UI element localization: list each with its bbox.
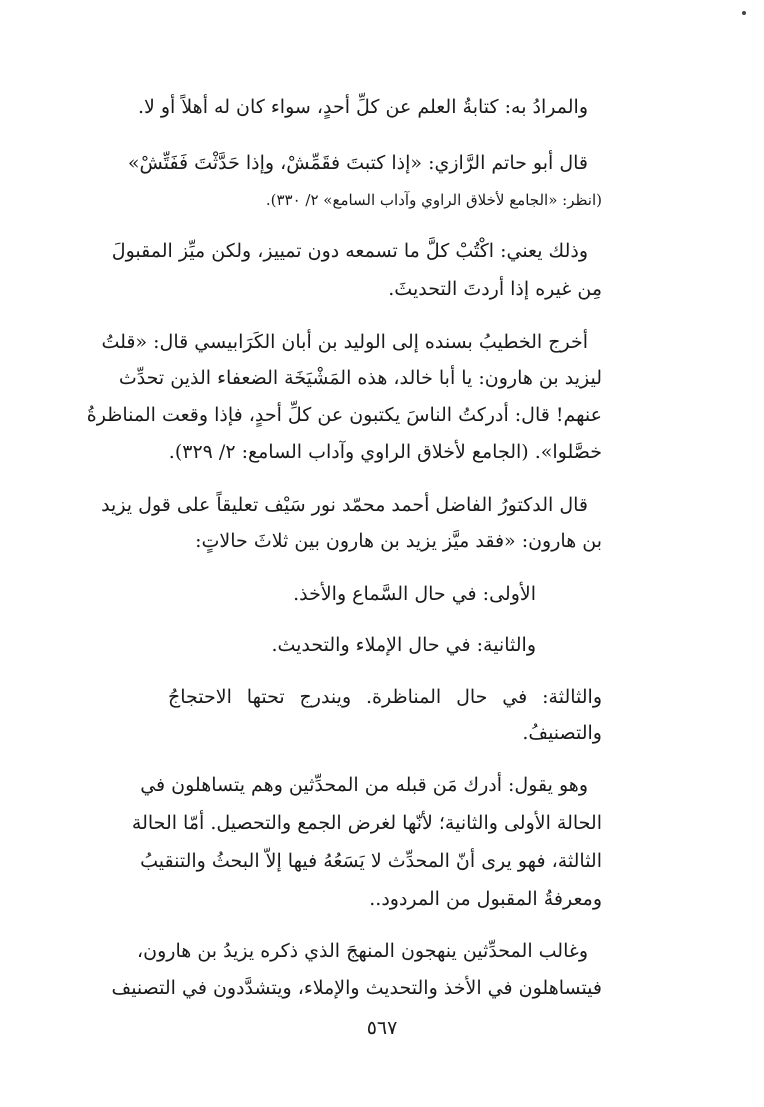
list-item: والثانية: في حال الإملاء والتحديث. (271, 634, 536, 656)
text-line: قال الدكتورُ الفاضل أحمد محمّد نور سَيْف تعليقاً على قول يزيد (101, 494, 588, 516)
text-line: الثالثة، فهو يرى أنّ المحدِّث لا يَسَعُهُ فيها إلاّ البحثُ والتنقيبُ (140, 850, 602, 872)
list-item: الأولى: في حال السَّماع والأخذ. (293, 583, 536, 605)
scan-speck (742, 11, 746, 15)
text-line: ليزيد بن هارون: يا أبا خالد، هذه المَشْيَخَة الضعفاء الذين تحدِّث (118, 367, 602, 389)
text-line: الحالة الأولى والثانية؛ لأنّها لغرض الجمع والتحصيل. أمّا الحالة (131, 812, 602, 834)
text-line: خصَّلوا». (الجامع لأخلاق الراوي وآداب السامع: ٢/ ٣٢٩). (168, 441, 602, 463)
citation-line: (انظر: «الجامع لأخلاق الراوي وآداب السامع» ٢/ ٣٣٠). (265, 191, 602, 209)
text-line: ومعرفةُ المقبول من المردود.. (369, 888, 602, 910)
text-line: والتصنيفُ. (522, 722, 602, 744)
text-line: عنهم! قال: أدركتُ الناسَ يكتبون عن كلِّ أحدٍ، فإذا وقعت المناظرةُ (86, 404, 602, 426)
text-line: أخرج الخطيبُ بسنده إلى الوليد بن أبان الكَرَابيسي قال: «قلتُ (101, 331, 588, 353)
text-line: قال أبو حاتم الرَّازي: «إذا كتبتَ فقَمِّشْ، وإذا حَدَّثْتَ فَفَتِّشْ» (127, 152, 588, 174)
text-line: بن هارون: «فقد ميَّز يزيد بن هارون بين ثلاثَ حالاتٍ: (195, 530, 602, 552)
text-line: مِن غيره إذا أردتَ التحديثَ. (388, 278, 602, 300)
page-number: ٥٦٧ (366, 1017, 398, 1039)
text-line: والمرادُ به: كتابةُ العلم عن كلِّ أحدٍ، سواء كان له أهلاً أو لا. (137, 96, 588, 118)
text-line: فيتساهلون في الأخذ والتحديث والإملاء، ويتشدَّدون في التصنيف (111, 977, 602, 999)
text-line: وهو يقول: أدرك مَن قبله من المحدِّثين وهم يتساهلون في (140, 774, 588, 796)
text-line: والثالثة: في حال المناظرة. ويندرج تحتها الاحتجاجُ (168, 686, 602, 708)
text-line: وغالب المحدِّثين ينهجون المنهجَ الذي ذكره يزيدُ بن هارون، (137, 940, 588, 962)
text-line: وذلك يعني: اكْتُبْ كلَّ ما تسمعه دون تمييز، ولكن ميِّز المقبولَ (111, 240, 588, 262)
